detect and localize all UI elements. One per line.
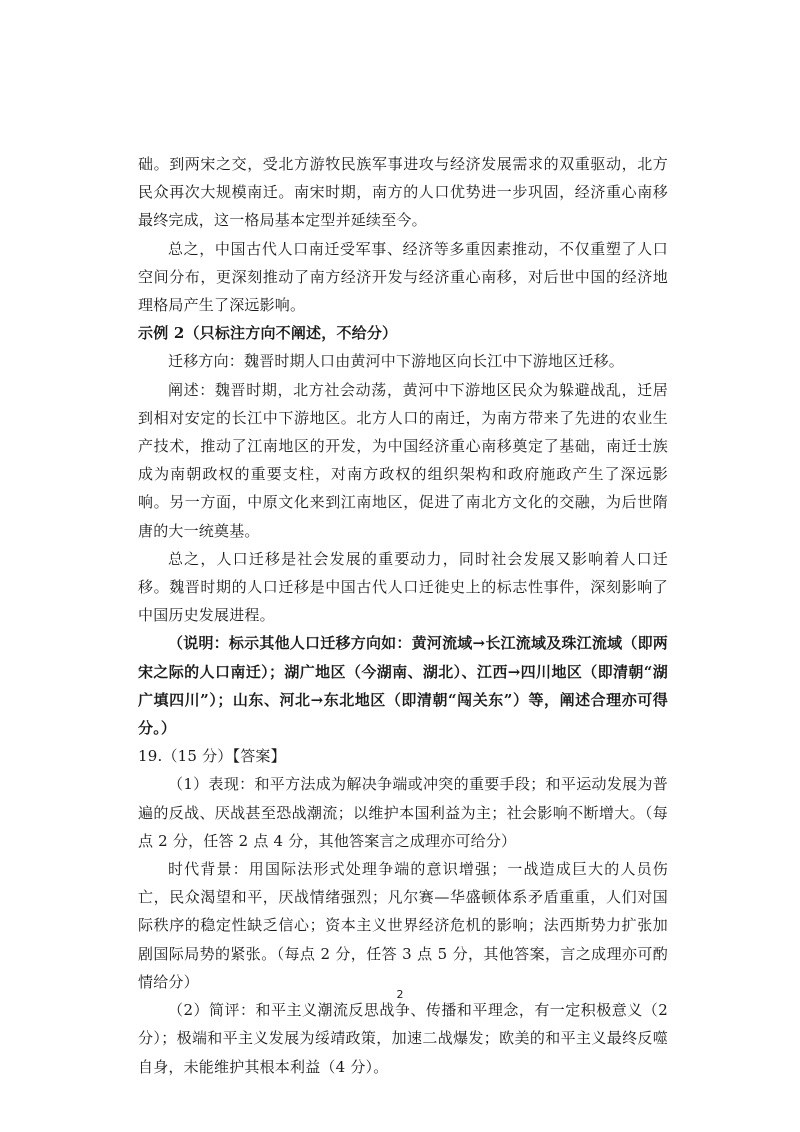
answer-part-2-evaluation: （2）简评：和平主义潮流反思战争、传播和平理念，有一定积极意义（2 分）；极端和平主义发展为绥靖政策，加速二战爆发；欧美的和平主义最终反噬自身，未能维护其根本利益（4 分）。 bbox=[138, 1001, 668, 1076]
answer-part-1-performance: （1）表现：和平方法成为解决争端或冲突的重要手段；和平运动发展为普遍的反战、厌战甚至恐战潮流；以维护本国利益为主；社会影响不断增大。（每点 2 分，任答 2 点 4 分，其他答案言之成理亦可给分） bbox=[138, 775, 668, 850]
paragraph-continuation: 础。到两宋之交，受北方游牧民族军事进攻与经济发展需求的双重驱动，北方民众再次大规模南迁。南宋时期，南方的人口优势进一步巩固，经济重心南移最终完成，这一格局基本定型并延续至今。 bbox=[138, 155, 668, 230]
question-19-heading: 19.（15 分）【答案】 bbox=[138, 747, 286, 766]
example-2-heading: 示例 2（只标注方向不阐述，不给分） bbox=[138, 324, 398, 343]
paragraph-elaboration: 阐述：魏晋时期，北方社会动荡，黄河中下游地区民众为躲避战乱，迁居到相对安定的长江中下游地区。北方人口的南迁，为南方带来了先进的农业生产技术，推动了江南地区的开发，为中国经济重心南移奠定了基础，南迁士族成为南朝政权的重要支柱，对南方政权的组织架构和政府施政产生了深远影响。另一方面，中原文化来到江南地区，促进了南北方文化的交融，为后世隋唐的大一统奠基。 bbox=[138, 380, 668, 540]
grading-note: （说明：标示其他人口迁移方向如：黄河流域→长江流域及珠江流域（即两宋之际的人口南迁）；湖广地区（今湖南、湖北）、江西→四川地区（即清朝“湖广填四川”）；山东、河北→东北地区（即清朝“闯关东”）等，阐述合理亦可得分。） bbox=[138, 634, 668, 738]
answer-part-1-background: 时代背景：用国际法形式处理争端的意识增强；一战造成巨大的人员伤亡，民众渴望和平，厌战情绪强烈；凡尔赛—华盛顿体系矛盾重重，人们对国际秩序的稳定性缺乏信心；资本主义世界经济危机的影响；法西斯势力扩张加剧国际局势的紧张。（每点 2 分，任答 3 点 5 分，其他答案，言之成理亦可酌情给分） bbox=[138, 860, 668, 991]
page-number: 2 bbox=[396, 988, 404, 1001]
paragraph-summary-2: 总之，人口迁移是社会发展的重要动力，同时社会发展又影响着人口迁移。魏晋时期的人口迁移是中国古代人口迁徙史上的标志性事件，深刻影响了中国历史发展进程。 bbox=[138, 549, 668, 625]
document-body bbox=[138, 150, 668, 1081]
paragraph-migration-direction: 迁移方向：魏晋时期人口由黄河中下游地区向长江中下游地区迁移。 bbox=[168, 352, 625, 371]
paragraph-summary-1: 总之，中国古代人口南迁受军事、经济等多重因素推动，不仅重塑了人口空间分布，更深刻推动了南方经济开发与经济重心南移，对后世中国的经济地理格局产生了深远影响。 bbox=[138, 239, 668, 315]
